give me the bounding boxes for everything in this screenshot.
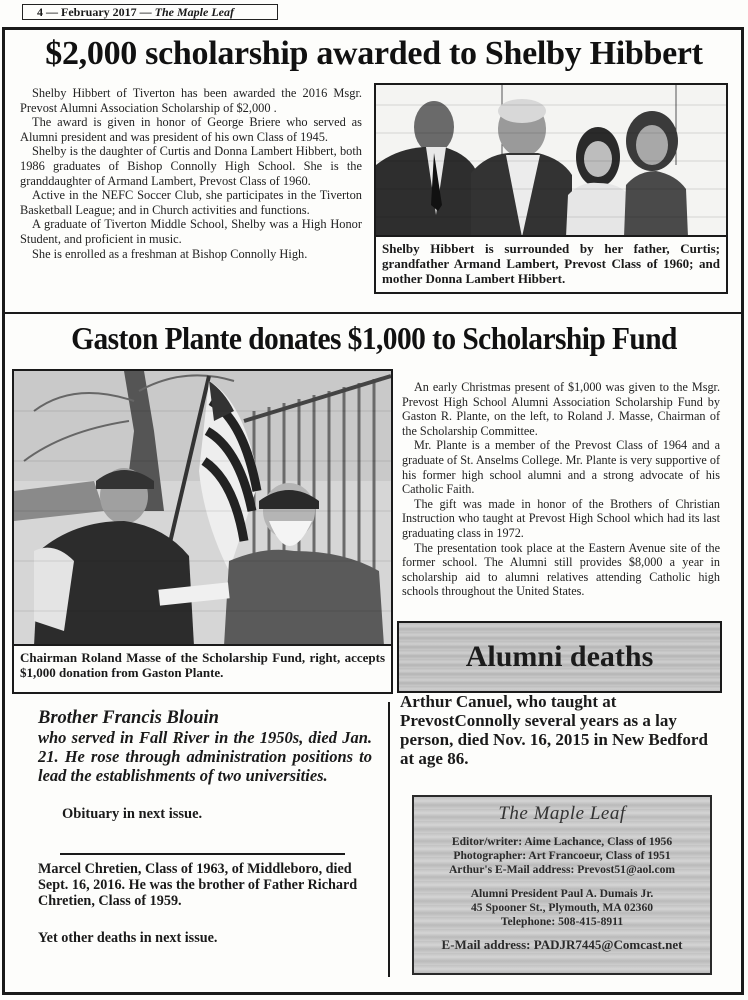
chretien-notice: Marcel Chretien, Class of 1963, of Middleboro, died Sept. 16, 2016. He was the brother of Father Richard Chretien, Class of 1959. xyxy=(38,861,358,909)
story2-caption: Chairman Roland Masse of the Scholarship Fund, right, accepts $1,000 donation from Gaston Plante. xyxy=(20,650,385,680)
story1-caption: Shelby Hibbert is surrounded by her father, Curtis; grandfather Armand Lambert, Prevost Class of 1960; and mother Donna Lambert Hibbert. xyxy=(382,241,720,286)
story1-paragraph: Shelby is the daughter of Curtis and Donna Lambert Hibbert, both 1986 graduates of Bishop Connolly High School. She is the granddaughter of Armand Lambert, Prevost Class of 1960. xyxy=(20,144,362,188)
masthead-box xyxy=(412,795,712,975)
page-folio xyxy=(22,4,278,20)
masthead-president: Alumni President Paul A. Dumais Jr. xyxy=(470,887,654,900)
more-deaths-note: Yet other deaths in next issue. xyxy=(38,930,218,946)
masthead-email: E-Mail address: PADJR7445@Comcast.net xyxy=(441,937,683,952)
story2-paragraph: The gift was made in honor of the Brothers of Christian Instruction who taught at Prevost High School which had its last graduating class in 1972. xyxy=(402,496,720,540)
hibbert-family-photo xyxy=(374,83,728,239)
story1-paragraph: A graduate of Tiverton Middle School, Shelby was a High Honor Student, and proficient in music. xyxy=(20,217,362,246)
folio-text: 4 — February 2017 — xyxy=(37,5,155,19)
column-divider xyxy=(388,702,390,977)
blouin-name: Brother Francis Blouin xyxy=(38,708,219,728)
canuel-notice: Arthur Canuel, who taught at PrevostConnolly several years as a lay person, died Nov. 16, 2015 in New Bedford at age 86. xyxy=(400,692,708,768)
story1-headline: $2,000 scholarship awarded to Shelby Hibbert xyxy=(45,35,703,72)
story1-paragraph: The award is given in honor of George Briere who served as Alumni president and was president of his own Class of 1945. xyxy=(20,115,362,144)
obituary-next-issue: Obituary in next issue. xyxy=(62,806,203,822)
story2-caption-box xyxy=(12,644,393,694)
blouin-notice: who served in Fall River in the 1950s, died Jan. 21. He rose through administration positions to lead the establishments of two universities. xyxy=(38,728,372,785)
publication-name: The Maple Leaf xyxy=(154,5,234,19)
story1-body xyxy=(20,86,362,261)
alumni-deaths-banner xyxy=(397,621,722,693)
story1-caption-box xyxy=(374,235,728,294)
story2-body xyxy=(402,380,720,599)
story2-paragraph: The presentation took place at the Eastern Avenue site of the former school. The Alumni still provides $8,000 a year in scholarship aid to alumni relatives attending Catholic high schools throughout the United States. xyxy=(402,540,720,599)
masthead-arthur-email: Arthur's E-Mail address: Prevost51@aol.com xyxy=(448,863,676,876)
masthead-editor: Editor/writer: Aime Lachance, Class of 1956 xyxy=(451,835,673,848)
masthead-address: 45 Spooner St., Plymouth, MA 02360 xyxy=(470,901,654,914)
story1-paragraph: She is enrolled as a freshman at Bishop Connolly High. xyxy=(32,246,308,261)
masthead-telephone: Telephone: 508-415-8911 xyxy=(500,915,624,928)
flag-photo-illustration xyxy=(14,371,391,646)
alumni-deaths-title: Alumni deaths xyxy=(465,640,654,673)
plante-masse-photo xyxy=(12,369,393,648)
family-photo-illustration xyxy=(376,85,726,237)
story1-paragraph: Active in the NEFC Soccer Club, she participates in the Tiverton Basketball League; and in Church activities and functions. xyxy=(20,188,362,217)
story2-paragraph: Mr. Plante is a member of the Prevost Class of 1964 and a graduate of St. Anselms College. Mr. Plante is very supportive of his former high school alumni and a strong advocate of his Catholic Faith. xyxy=(402,438,720,497)
notice-separator xyxy=(60,853,345,855)
story2-paragraph: An early Christmas present of $1,000 was given to the Msgr. Prevost High School Alumni Association Scholarship Fund by Gaston R. Plante, on the left, to Roland J. Masse, Chairman of the Scholarship Committee. xyxy=(402,380,720,438)
section-divider xyxy=(2,312,744,314)
story1-paragraph: Shelby Hibbert of Tiverton has been awarded the 2016 Msgr. Prevost Alumni Association Scholarship of $2,000 . xyxy=(20,86,362,115)
masthead-title: The Maple Leaf xyxy=(498,803,626,824)
story2-headline: Gaston Plante donates $1,000 to Scholarship Fund xyxy=(71,320,677,356)
masthead-photographer: Photographer: Art Francoeur, Class of 1951 xyxy=(453,849,671,862)
